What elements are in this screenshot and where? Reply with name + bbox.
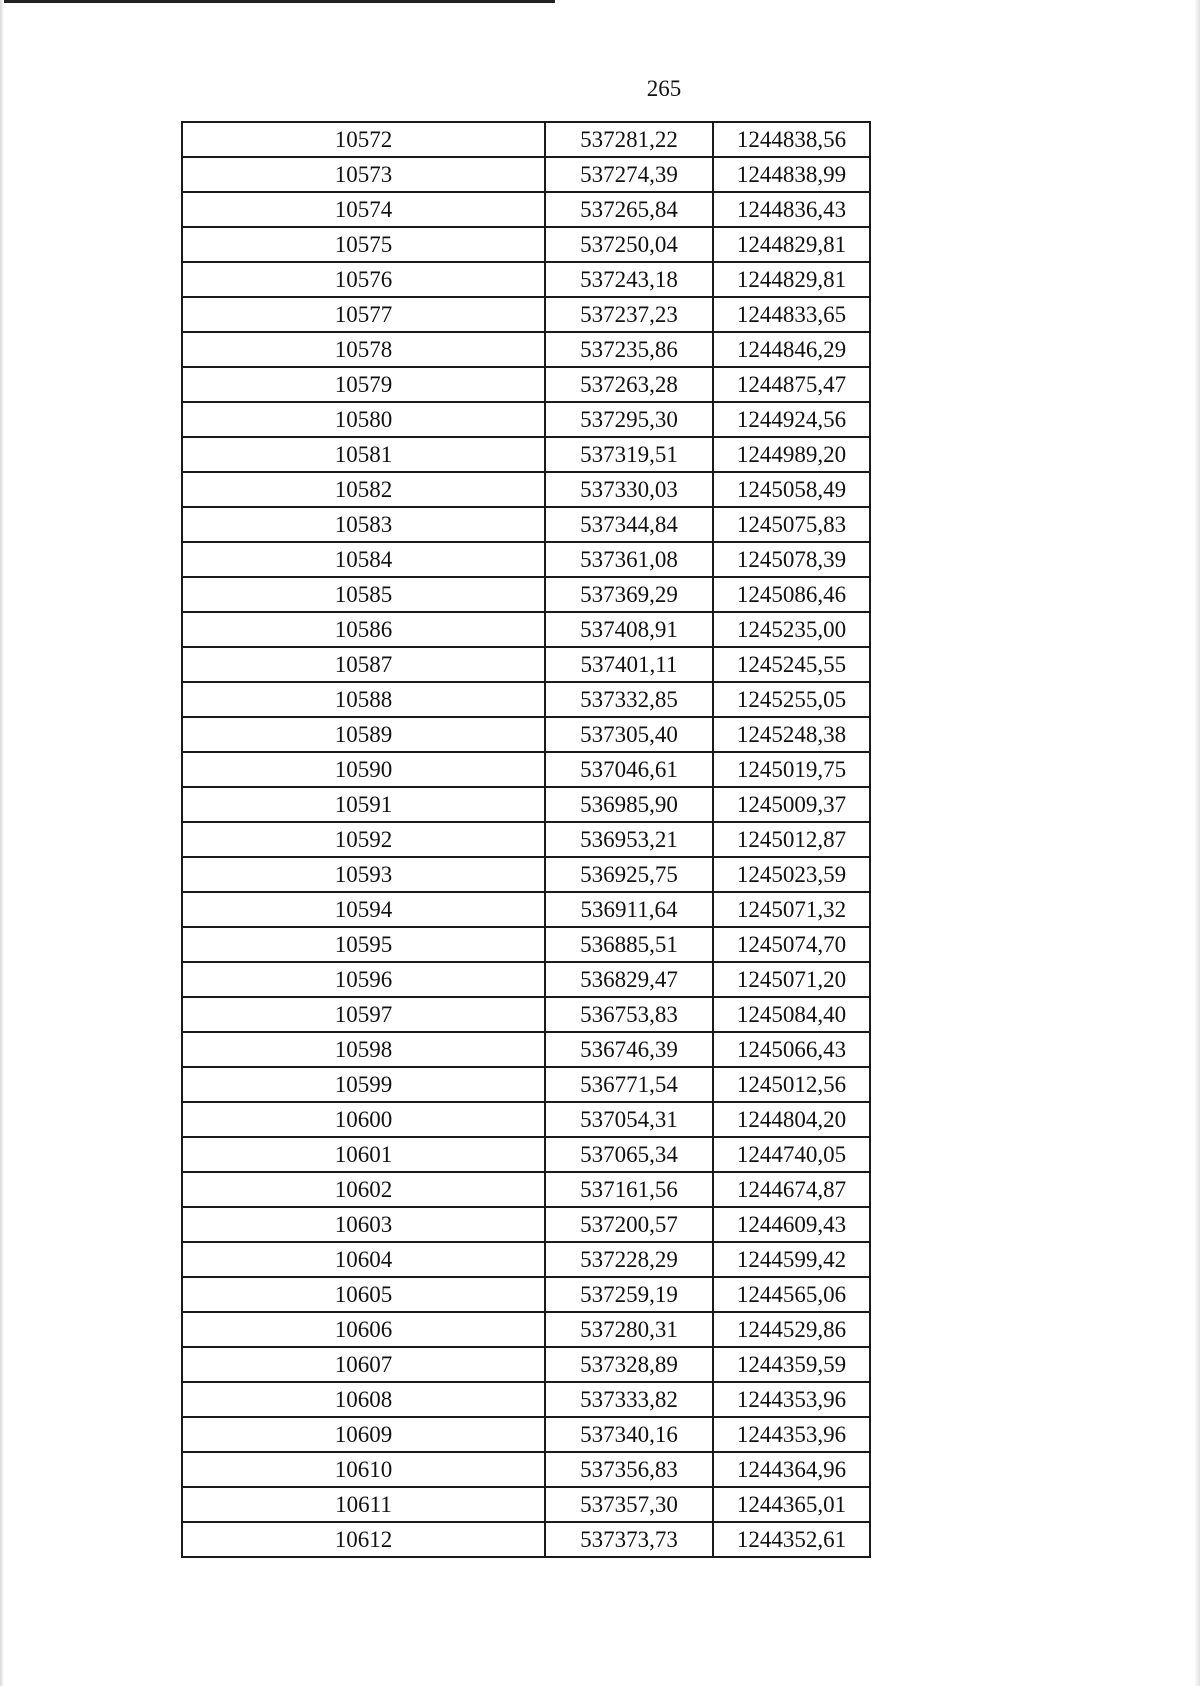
- y-coordinate-cell: 1245078,39: [713, 542, 870, 577]
- x-coordinate-cell: 537263,28: [545, 367, 713, 402]
- x-coordinate-cell: 537344,84: [545, 507, 713, 542]
- x-coordinate-cell: 537274,39: [545, 157, 713, 192]
- x-coordinate-cell: 537161,56: [545, 1172, 713, 1207]
- y-coordinate-cell: 1245248,38: [713, 717, 870, 752]
- table-row: [182, 1347, 870, 1382]
- y-coordinate-cell: 1244740,05: [713, 1137, 870, 1172]
- x-coordinate-cell: 537228,29: [545, 1242, 713, 1277]
- table-row: [182, 192, 870, 227]
- x-coordinate-cell: 536953,21: [545, 822, 713, 857]
- point-number-cell: 10592: [182, 822, 545, 857]
- y-coordinate-cell: 1245023,59: [713, 857, 870, 892]
- y-coordinate-cell: 1245066,43: [713, 1032, 870, 1067]
- table-row: [182, 157, 870, 192]
- point-number-cell: 10597: [182, 997, 545, 1032]
- point-number-cell: 10577: [182, 297, 545, 332]
- y-coordinate-cell: 1245235,00: [713, 612, 870, 647]
- y-coordinate-cell: 1244599,42: [713, 1242, 870, 1277]
- table-row: [182, 507, 870, 542]
- y-coordinate-cell: 1244829,81: [713, 227, 870, 262]
- x-coordinate-cell: 537361,08: [545, 542, 713, 577]
- point-number-cell: 10608: [182, 1382, 545, 1417]
- coordinates-table: [181, 121, 871, 1558]
- table-row: [182, 577, 870, 612]
- point-number-cell: 10575: [182, 227, 545, 262]
- point-number-cell: 10581: [182, 437, 545, 472]
- x-coordinate-cell: 537054,31: [545, 1102, 713, 1137]
- y-coordinate-cell: 1244838,56: [713, 122, 870, 157]
- y-coordinate-cell: 1244833,65: [713, 297, 870, 332]
- point-number-cell: 10605: [182, 1277, 545, 1312]
- point-number-cell: 10604: [182, 1242, 545, 1277]
- point-number-cell: 10596: [182, 962, 545, 997]
- x-coordinate-cell: 537250,04: [545, 227, 713, 262]
- y-coordinate-cell: 1245071,20: [713, 962, 870, 997]
- point-number-cell: 10595: [182, 927, 545, 962]
- table-row: [182, 542, 870, 577]
- table-row: [182, 647, 870, 682]
- y-coordinate-cell: 1244836,43: [713, 192, 870, 227]
- table-row: [182, 1102, 870, 1137]
- point-number-cell: 10600: [182, 1102, 545, 1137]
- point-number-cell: 10609: [182, 1417, 545, 1452]
- y-coordinate-cell: 1244365,01: [713, 1487, 870, 1522]
- y-coordinate-cell: 1245071,32: [713, 892, 870, 927]
- y-coordinate-cell: 1244829,81: [713, 262, 870, 297]
- x-coordinate-cell: 537265,84: [545, 192, 713, 227]
- table-row: [182, 1382, 870, 1417]
- y-coordinate-cell: 1244529,86: [713, 1312, 870, 1347]
- x-coordinate-cell: 537065,34: [545, 1137, 713, 1172]
- y-coordinate-cell: 1244359,59: [713, 1347, 870, 1382]
- point-number-cell: 10584: [182, 542, 545, 577]
- y-coordinate-cell: 1244353,96: [713, 1417, 870, 1452]
- point-number-cell: 10588: [182, 682, 545, 717]
- table-row: [182, 367, 870, 402]
- x-coordinate-cell: 537281,22: [545, 122, 713, 157]
- y-coordinate-cell: 1245255,05: [713, 682, 870, 717]
- table-row: [182, 297, 870, 332]
- y-coordinate-cell: 1245019,75: [713, 752, 870, 787]
- y-coordinate-cell: 1244875,47: [713, 367, 870, 402]
- left-scan-edge: [0, 0, 4, 1686]
- point-number-cell: 10593: [182, 857, 545, 892]
- point-number-cell: 10610: [182, 1452, 545, 1487]
- point-number-cell: 10583: [182, 507, 545, 542]
- point-number-cell: 10586: [182, 612, 545, 647]
- table-row: [182, 612, 870, 647]
- page-number: 265: [646, 76, 682, 101]
- y-coordinate-cell: 1244352,61: [713, 1522, 870, 1557]
- table-row: [182, 892, 870, 927]
- y-coordinate-cell: 1245245,55: [713, 647, 870, 682]
- table-row: [182, 1487, 870, 1522]
- x-coordinate-cell: 537243,18: [545, 262, 713, 297]
- table-row: [182, 927, 870, 962]
- y-coordinate-cell: 1244353,96: [713, 1382, 870, 1417]
- point-number-cell: 10598: [182, 1032, 545, 1067]
- table-row: [182, 1172, 870, 1207]
- point-number-cell: 10599: [182, 1067, 545, 1102]
- table-row: [182, 262, 870, 297]
- point-number-cell: 10594: [182, 892, 545, 927]
- x-coordinate-cell: 536746,39: [545, 1032, 713, 1067]
- x-coordinate-cell: 537373,73: [545, 1522, 713, 1557]
- x-coordinate-cell: 537356,83: [545, 1452, 713, 1487]
- y-coordinate-cell: 1245012,56: [713, 1067, 870, 1102]
- y-coordinate-cell: 1244804,20: [713, 1102, 870, 1137]
- point-number-cell: 10601: [182, 1137, 545, 1172]
- y-coordinate-cell: 1244989,20: [713, 437, 870, 472]
- y-coordinate-cell: 1245086,46: [713, 577, 870, 612]
- point-number-cell: 10578: [182, 332, 545, 367]
- table-row: [182, 1207, 870, 1242]
- table-row: [182, 1242, 870, 1277]
- point-number-cell: 10585: [182, 577, 545, 612]
- y-coordinate-cell: 1244364,96: [713, 1452, 870, 1487]
- table-row: [182, 962, 870, 997]
- x-coordinate-cell: 536753,83: [545, 997, 713, 1032]
- x-coordinate-cell: 537235,86: [545, 332, 713, 367]
- point-number-cell: 10573: [182, 157, 545, 192]
- point-number-cell: 10612: [182, 1522, 545, 1557]
- x-coordinate-cell: 537305,40: [545, 717, 713, 752]
- y-coordinate-cell: 1244924,56: [713, 402, 870, 437]
- table-row: [182, 857, 870, 892]
- y-coordinate-cell: 1244674,87: [713, 1172, 870, 1207]
- table-row: [182, 1312, 870, 1347]
- y-coordinate-cell: 1245058,49: [713, 472, 870, 507]
- table-row: [182, 787, 870, 822]
- point-number-cell: 10590: [182, 752, 545, 787]
- x-coordinate-cell: 536771,54: [545, 1067, 713, 1102]
- y-coordinate-cell: 1245084,40: [713, 997, 870, 1032]
- y-coordinate-cell: 1245075,83: [713, 507, 870, 542]
- table-row: [182, 1277, 870, 1312]
- x-coordinate-cell: 537295,30: [545, 402, 713, 437]
- y-coordinate-cell: 1245012,87: [713, 822, 870, 857]
- top-scan-rule: [0, 0, 555, 3]
- point-number-cell: 10591: [182, 787, 545, 822]
- point-number-cell: 10603: [182, 1207, 545, 1242]
- point-number-cell: 10579: [182, 367, 545, 402]
- table-row: [182, 1417, 870, 1452]
- table-row: [182, 752, 870, 787]
- y-coordinate-cell: 1245074,70: [713, 927, 870, 962]
- right-scan-edge: [1194, 0, 1200, 1686]
- x-coordinate-cell: 537328,89: [545, 1347, 713, 1382]
- x-coordinate-cell: 537280,31: [545, 1312, 713, 1347]
- x-coordinate-cell: 536829,47: [545, 962, 713, 997]
- point-number-cell: 10580: [182, 402, 545, 437]
- y-coordinate-cell: 1244838,99: [713, 157, 870, 192]
- x-coordinate-cell: 537332,85: [545, 682, 713, 717]
- point-number-cell: 10582: [182, 472, 545, 507]
- table-row: [182, 227, 870, 262]
- point-number-cell: 10589: [182, 717, 545, 752]
- x-coordinate-cell: 537401,11: [545, 647, 713, 682]
- x-coordinate-cell: 537319,51: [545, 437, 713, 472]
- table-row: [182, 472, 870, 507]
- table-row: [182, 1067, 870, 1102]
- point-number-cell: 10576: [182, 262, 545, 297]
- table-row: [182, 1137, 870, 1172]
- x-coordinate-cell: 536925,75: [545, 857, 713, 892]
- x-coordinate-cell: 537330,03: [545, 472, 713, 507]
- table-row: [182, 122, 870, 157]
- point-number-cell: 10572: [182, 122, 545, 157]
- table-row: [182, 437, 870, 472]
- point-number-cell: 10611: [182, 1487, 545, 1522]
- x-coordinate-cell: 537408,91: [545, 612, 713, 647]
- point-number-cell: 10587: [182, 647, 545, 682]
- x-coordinate-cell: 537340,16: [545, 1417, 713, 1452]
- table-row: [182, 402, 870, 437]
- x-coordinate-cell: 537237,23: [545, 297, 713, 332]
- y-coordinate-cell: 1244846,29: [713, 332, 870, 367]
- point-number-cell: 10606: [182, 1312, 545, 1347]
- x-coordinate-cell: 536985,90: [545, 787, 713, 822]
- point-number-cell: 10607: [182, 1347, 545, 1382]
- x-coordinate-cell: 537259,19: [545, 1277, 713, 1312]
- x-coordinate-cell: 537369,29: [545, 577, 713, 612]
- x-coordinate-cell: 536885,51: [545, 927, 713, 962]
- x-coordinate-cell: 537046,61: [545, 752, 713, 787]
- table-row: [182, 1032, 870, 1067]
- table-row: [182, 1452, 870, 1487]
- table-row: [182, 682, 870, 717]
- point-number-cell: 10574: [182, 192, 545, 227]
- coordinates-table-body: [182, 122, 870, 1557]
- x-coordinate-cell: 537357,30: [545, 1487, 713, 1522]
- table-row: [182, 332, 870, 367]
- point-number-cell: 10602: [182, 1172, 545, 1207]
- table-row: [182, 997, 870, 1032]
- y-coordinate-cell: 1244609,43: [713, 1207, 870, 1242]
- x-coordinate-cell: 536911,64: [545, 892, 713, 927]
- table-row: [182, 717, 870, 752]
- table-row: [182, 1522, 870, 1557]
- y-coordinate-cell: 1244565,06: [713, 1277, 870, 1312]
- x-coordinate-cell: 537200,57: [545, 1207, 713, 1242]
- table-row: [182, 822, 870, 857]
- x-coordinate-cell: 537333,82: [545, 1382, 713, 1417]
- y-coordinate-cell: 1245009,37: [713, 787, 870, 822]
